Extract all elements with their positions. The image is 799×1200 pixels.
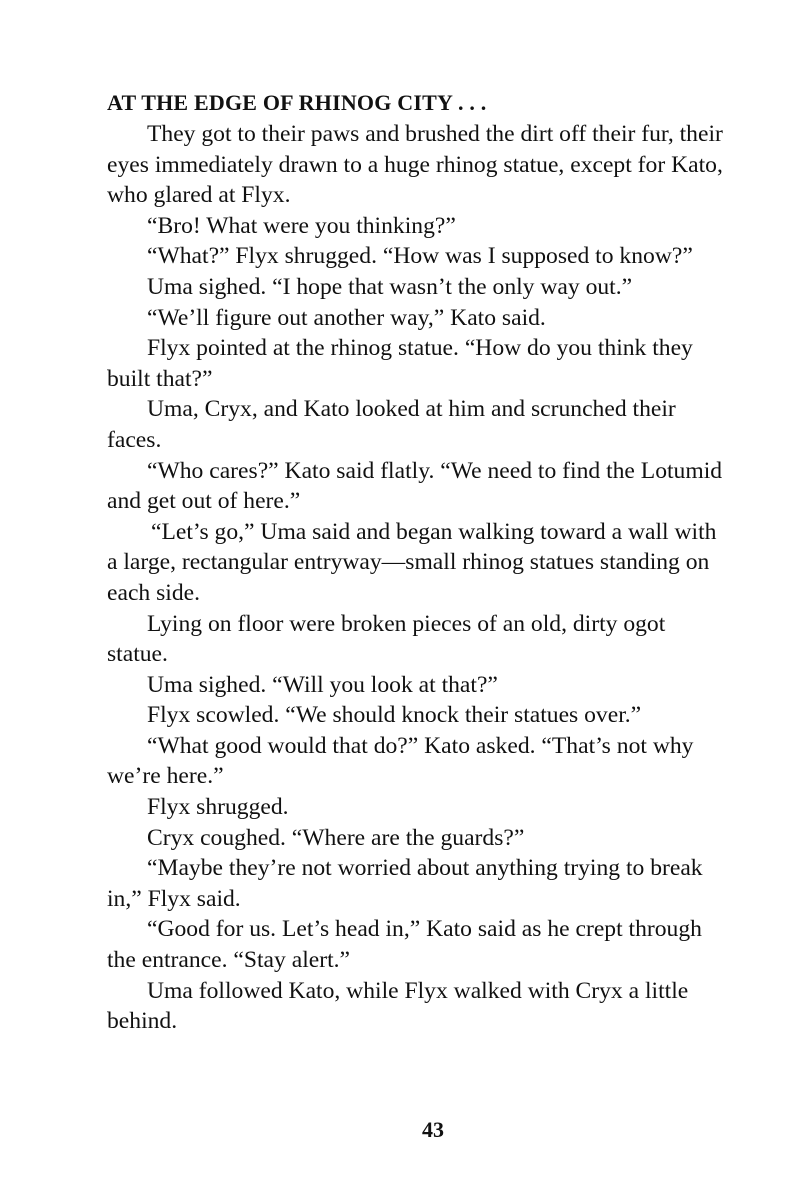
paragraph: Flyx scowled. “We should knock their statues over.” xyxy=(147,702,642,729)
chapter-heading: AT THE EDGE OF RHINOG CITY . . . xyxy=(107,90,487,115)
paragraph: Uma sighed. “I hope that wasn’t the only way out.” xyxy=(147,273,633,300)
body-text xyxy=(107,119,732,1037)
paragraph: Uma followed Kato, while Flyx walked with Cryx a little behind. xyxy=(107,977,689,1035)
paragraph: Uma sighed. “Will you look at that?” xyxy=(147,671,498,698)
paragraph: “Maybe they’re not worried about anything trying to break in,” Flyx said. xyxy=(107,855,703,912)
paragraph: “Let’s go,” Uma said and began walking toward a wall with a large, rectangular entryway—small rhinog statues standing on each side. xyxy=(107,518,717,606)
paragraph: “Who cares?” Kato said flatly. “We need to find the Lotumid and get out of here.” xyxy=(107,457,723,515)
page-number: 43 xyxy=(422,1117,444,1142)
paragraph: “Bro! What were you thinking?” xyxy=(147,212,456,239)
paragraph: “Good for us. Let’s head in,” Kato said as he crept through the entrance. “Stay alert.” xyxy=(107,916,702,974)
paragraph: Lying on floor were broken pieces of an old, dirty ogot statue. xyxy=(107,610,666,668)
paragraph: Uma, Cryx, and Kato looked at him and scrunched their faces. xyxy=(107,396,676,453)
paragraph: “We’ll figure out another way,” Kato said. xyxy=(147,304,546,331)
paragraph: “What?” Flyx shrugged. “How was I supposed to know?” xyxy=(147,243,693,270)
paragraph: They got to their paws and brushed the dirt off their fur, their eyes immediately drawn to a huge rhinog statue, except for Kato, who glared at Flyx. xyxy=(107,121,723,209)
paragraph: Cryx coughed. “Where are the guards?” xyxy=(147,824,525,851)
paragraph: Flyx shrugged. xyxy=(147,794,289,821)
paragraph: Flyx pointed at the rhinog statue. “How do you think they built that?” xyxy=(107,335,693,392)
paragraph: “What good would that do?” Kato asked. “That’s not why we’re here.” xyxy=(107,732,694,790)
